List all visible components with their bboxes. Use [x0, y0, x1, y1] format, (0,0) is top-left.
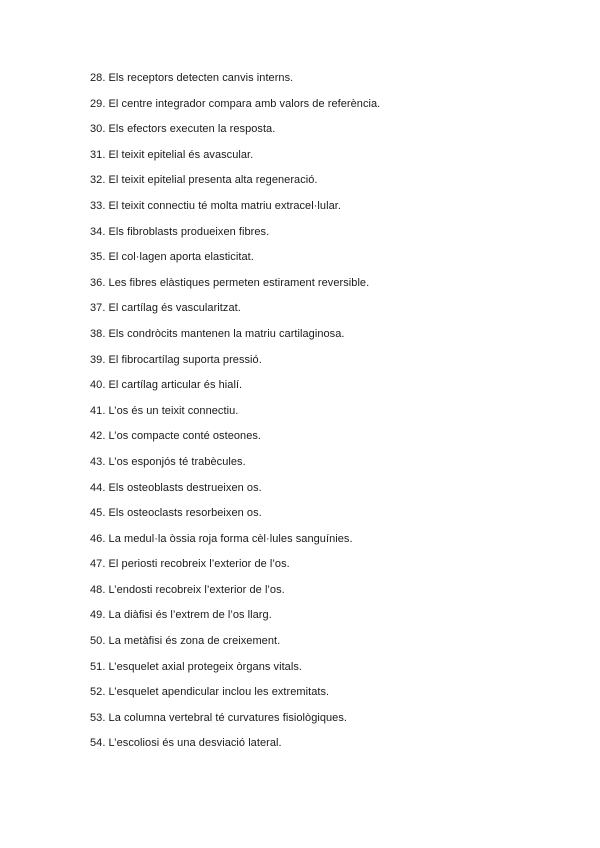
statement-41: 41. L’os és un teixit connectiu. — [90, 404, 239, 417]
statement-42: 42. L’os compacte conté osteones. — [90, 430, 262, 443]
statement-49: 49. La diàfisi és l’extrem de l’os llarg. — [90, 609, 272, 622]
statement-31: 31. El teixit epitelial és avascular. — [90, 148, 254, 161]
statement-44: 44. Els osteoblasts destrueixen os. — [90, 481, 262, 494]
statement-48: 48. L’endosti recobreix l’exterior de l’os. — [90, 583, 285, 596]
statement-50: 50. La metàfisi és zona de creixement. — [90, 635, 281, 648]
statement-47: 47. El periosti recobreix l’exterior de l’os. — [90, 558, 290, 571]
statement-29: 29. El centre integrador compara amb valors de referència. — [90, 97, 381, 110]
statement-36: 36. Les fibres elàstiques permeten estirament reversible. — [90, 276, 370, 289]
statement-52: 52. L’esquelet apendicular inclou les extremitats. — [90, 686, 330, 699]
statement-43: 43. L’os esponjós té trabècules. — [90, 455, 246, 468]
statement-list — [90, 70, 380, 761]
statement-45: 45. Els osteoclasts resorbeixen os. — [90, 507, 262, 520]
statement-33: 33. El teixit connectiu té molta matriu extracel·lular. — [90, 199, 341, 212]
statement-53: 53. La columna vertebral té curvatures fisiològiques. — [90, 711, 348, 724]
statement-34: 34. Els fibroblasts produeixen fibres. — [90, 225, 270, 238]
statement-30: 30. Els efectors executen la resposta. — [90, 123, 276, 136]
statement-28: 28. Els receptors detecten canvis interns. — [90, 72, 294, 84]
statement-38: 38. Els condròcits mantenen la matriu cartilaginosa. — [90, 327, 345, 340]
statement-40: 40. El cartílag articular és hialí. — [90, 379, 243, 392]
statement-37: 37. El cartílag és vascularitzat. — [90, 302, 241, 315]
statement-51: 51. L’esquelet axial protegeix òrgans vitals. — [90, 660, 302, 673]
statement-54: 54. L’escoliosi és una desviació lateral. — [90, 737, 282, 750]
statement-39: 39. El fibrocartílag suporta pressió. — [90, 353, 262, 366]
statement-32: 32. El teixit epitelial presenta alta regeneració. — [90, 174, 318, 187]
statement-46: 46. La medul·la òssia roja forma cèl·lules sanguínies. — [90, 532, 353, 545]
statement-35: 35. El col·lagen aporta elasticitat. — [90, 251, 254, 264]
